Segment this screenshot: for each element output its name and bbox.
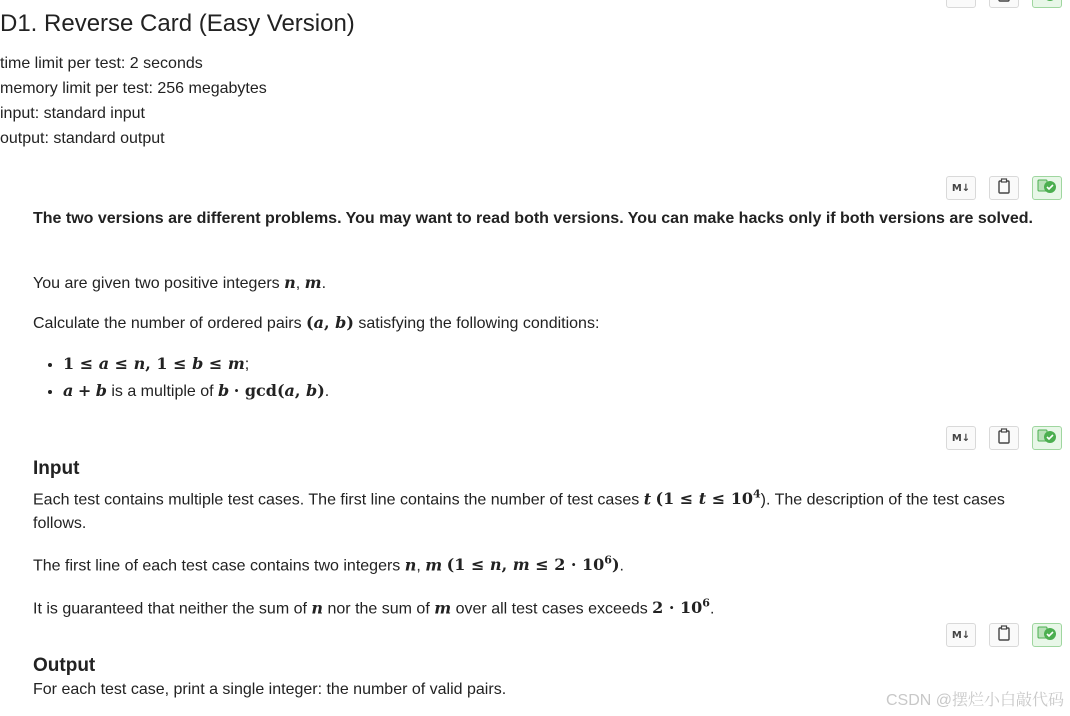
markdown-button[interactable] [946, 0, 976, 8]
statement-note: The two versions are different problems. You may want to read both versions. You can make hacks only if both versions are solved. [33, 210, 1033, 227]
clipboard-icon [997, 428, 1011, 449]
input-p2: The first line of each test case contains two integers n, m (1 ≤ n, $m \le 2 \cdot 10^6$). [33, 554, 624, 575]
input-heading: Input [33, 458, 80, 479]
clipboard-icon [997, 178, 1011, 199]
output-type: output: standard output [0, 130, 165, 147]
condition-2: • a + b is a multiple of b · gcd(a, b). [63, 379, 1058, 404]
toolbar-top [946, 0, 1062, 8]
copy-button[interactable] [989, 176, 1019, 200]
condition-1: • 1 ≤ a ≤ n, 1 ≤ b ≤ m; [63, 352, 1058, 377]
statement-calc: Calculate the number of ordered pairs (a, b) satisfying the following conditions: [33, 313, 600, 332]
copy-button[interactable] [989, 0, 1019, 8]
toolbar-output [946, 623, 1062, 647]
accepted-button[interactable] [1032, 426, 1062, 450]
input-type: input: standard input [0, 105, 145, 122]
conditions-list [33, 350, 1058, 406]
check-badge-icon [1036, 178, 1058, 199]
output-p1: For each test case, print a single integer: the number of valid pairs. [33, 681, 507, 698]
problem-title: D1. Reverse Card (Easy Version) [0, 10, 355, 37]
watermark: CSDN @摆烂小白敲代码 [885, 692, 1064, 709]
check-badge-icon [1036, 625, 1058, 646]
toolbar-statement [946, 176, 1062, 200]
input-p3: It is guaranteed that neither the sum of n nor the sum of m over all test cases exceeds $2 \cdot 10^6$. [33, 597, 715, 618]
check-badge-icon [1036, 0, 1058, 7]
memory-limit: memory limit per test: 256 megabytes [0, 80, 267, 97]
copy-button[interactable] [989, 426, 1019, 450]
check-badge-icon [1036, 428, 1058, 449]
markdown-button[interactable]: M↓ [946, 623, 976, 647]
accepted-button[interactable] [1032, 176, 1062, 200]
markdown-button[interactable]: M↓ [946, 176, 976, 200]
output-heading: Output [33, 655, 96, 676]
clipboard-icon [997, 625, 1011, 646]
time-limit: time limit per test: 2 seconds [0, 55, 203, 72]
clipboard-icon [997, 0, 1011, 7]
statement-given: You are given two positive integers n, m. [33, 273, 327, 292]
accepted-button[interactable] [1032, 623, 1062, 647]
markdown-button[interactable]: M↓ [946, 426, 976, 450]
copy-button[interactable] [989, 623, 1019, 647]
accepted-button[interactable] [1032, 0, 1062, 8]
input-p1: Each test contains multiple test cases. The first line contains the number of test cases t $(1 \le t \le 10^4)$. The description of the test cases follows. [33, 488, 1005, 533]
toolbar-input [946, 426, 1062, 450]
